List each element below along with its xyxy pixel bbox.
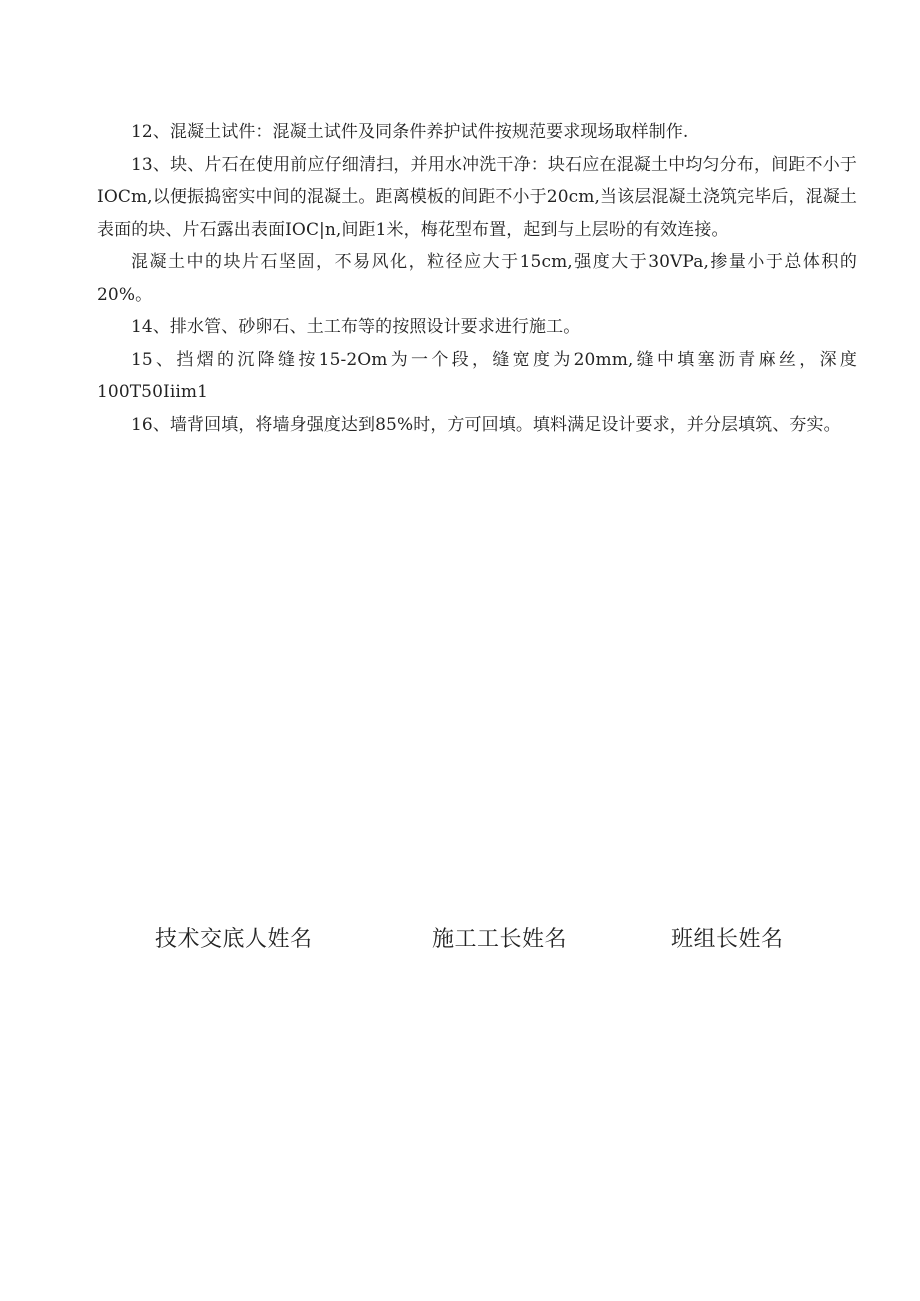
signature-block [0, 923, 920, 963]
paragraph-13-stone-requirements: 混凝土中的块片石坚固，不易风化，粒径应大于15cm,强度大于30VPa,掺量小于总体积的20%。 [97, 252, 857, 305]
construction-foreman-name-label: 施工工长姓名 [432, 927, 568, 952]
paragraph-16-backfill: 16、墙背回填，将墙身强度达到85%时，方可回填。填料满足设计要求，并分层填筑、夯实。 [131, 414, 841, 435]
document-body [97, 116, 857, 441]
paragraph-14-drainage: 14、排水管、砂卵石、土工布等的按照设计要求进行施工。 [131, 317, 581, 337]
paragraph-15-settlement-joints: 15、挡熠的沉降缝按15-2Om为一个段，缝宽度为20mm,缝中填塞沥青麻丝，深度100T50Iiim1 [97, 349, 857, 402]
paragraph-12-concrete-specimens: 12、混凝土试件：混凝土试件及同条件养护试件按规范要求现场取样制作. [131, 122, 689, 142]
team-leader-name-label: 班组长姓名 [671, 927, 784, 952]
paragraph-13-stone-cleaning: 13、块、片石在使用前应仔细清扫，并用水冲洗干净：块石应在混凝土中均匀分布，间距不小于IOCm,以便振捣密实中间的混凝土。距离模板的间距不小于20cm,当该层混凝土浇筑完毕后，混凝土表面的块、片石露出表面IOC|n,间距1米，梅花型布置，起到与上层吩的有效连接。 [97, 154, 857, 240]
technical-briefer-name-label: 技术交底人姓名 [155, 927, 313, 952]
